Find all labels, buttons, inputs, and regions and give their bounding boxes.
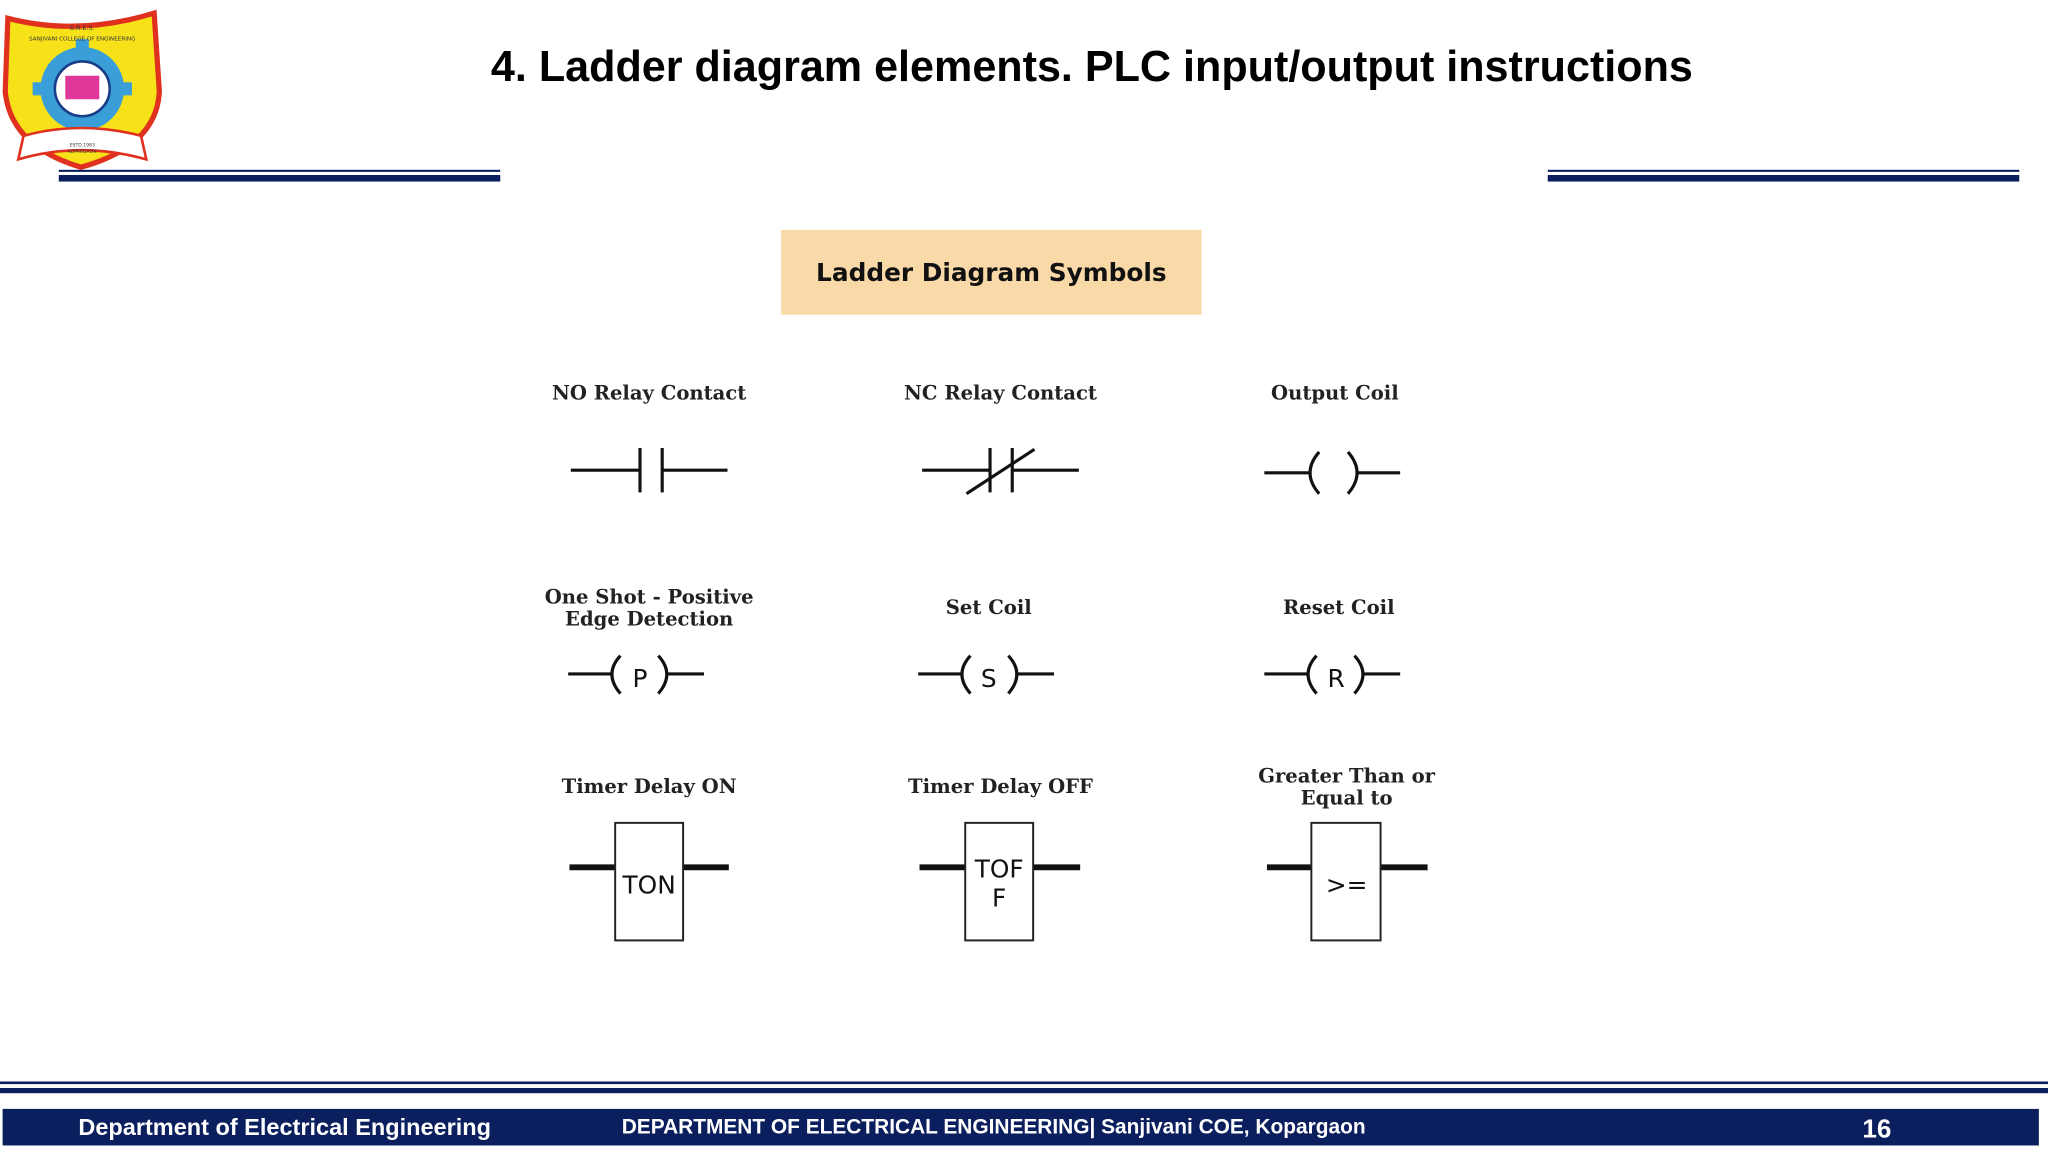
logo-text: ESTD.1983 xyxy=(69,143,95,149)
logo-text: SANJIVANI COLLEGE OF ENGINEERING xyxy=(29,36,136,43)
set-coil-symbol xyxy=(918,656,1054,694)
logo-text: S.R.E.S. xyxy=(69,24,95,33)
label-one-shot: One Shot - Positive xyxy=(544,585,754,609)
ton-block xyxy=(569,823,728,941)
svg-text:R: R xyxy=(1327,664,1345,694)
header-rule-left xyxy=(59,170,500,182)
gte-block xyxy=(1267,823,1428,941)
svg-text:TON: TON xyxy=(622,870,676,900)
page-number: 16 xyxy=(1862,1113,1892,1144)
tof-block xyxy=(920,823,1081,941)
slide-title: 4. Ladder diagram elements. PLC input/output instructions xyxy=(490,42,1693,91)
svg-text:Ladder Diagram Symbols: Ladder Diagram Symbols xyxy=(816,257,1167,287)
reset-coil-symbol xyxy=(1264,656,1400,694)
label-no-contact: NO Relay Contact xyxy=(551,381,747,405)
label-output-coil: Output Coil xyxy=(1271,381,1399,405)
footer-overlay-text: Department of Electrical Engineering xyxy=(78,1114,492,1141)
college-logo xyxy=(5,13,159,167)
label-one-shot-line2: Edge Detection xyxy=(565,607,734,631)
label-reset-coil: Reset Coil xyxy=(1282,595,1395,619)
logo-text: KOPARGAON xyxy=(67,149,97,155)
svg-text:S: S xyxy=(980,664,997,694)
svg-text:>=: >= xyxy=(1325,870,1368,900)
footer-bar xyxy=(3,1109,2039,1146)
label-ton: Timer Delay ON xyxy=(561,774,737,798)
label-nc-contact: NC Relay Contact xyxy=(904,381,1097,405)
label-set-coil: Set Coil xyxy=(945,595,1032,619)
label-tof: Timer Delay OFF xyxy=(908,774,1093,798)
one-shot-symbol xyxy=(568,656,704,694)
no-contact-symbol xyxy=(571,448,728,492)
header-rule-right xyxy=(1548,170,2020,182)
footer-text: DEPARTMENT OF ELECTRICAL ENGINEERING| Sanjivani COE, Kopargaon xyxy=(621,1115,1366,1139)
svg-text:P: P xyxy=(632,664,648,694)
label-gte: Greater Than or xyxy=(1258,764,1435,788)
output-coil-symbol xyxy=(1264,452,1400,494)
label-gte-line2: Equal to xyxy=(1300,786,1393,810)
nc-contact-symbol xyxy=(922,448,1079,494)
svg-text:F: F xyxy=(992,883,1007,913)
footer-rule xyxy=(0,1081,2048,1093)
diagram-header xyxy=(781,230,1202,315)
svg-text:TOF: TOF xyxy=(974,854,1024,884)
